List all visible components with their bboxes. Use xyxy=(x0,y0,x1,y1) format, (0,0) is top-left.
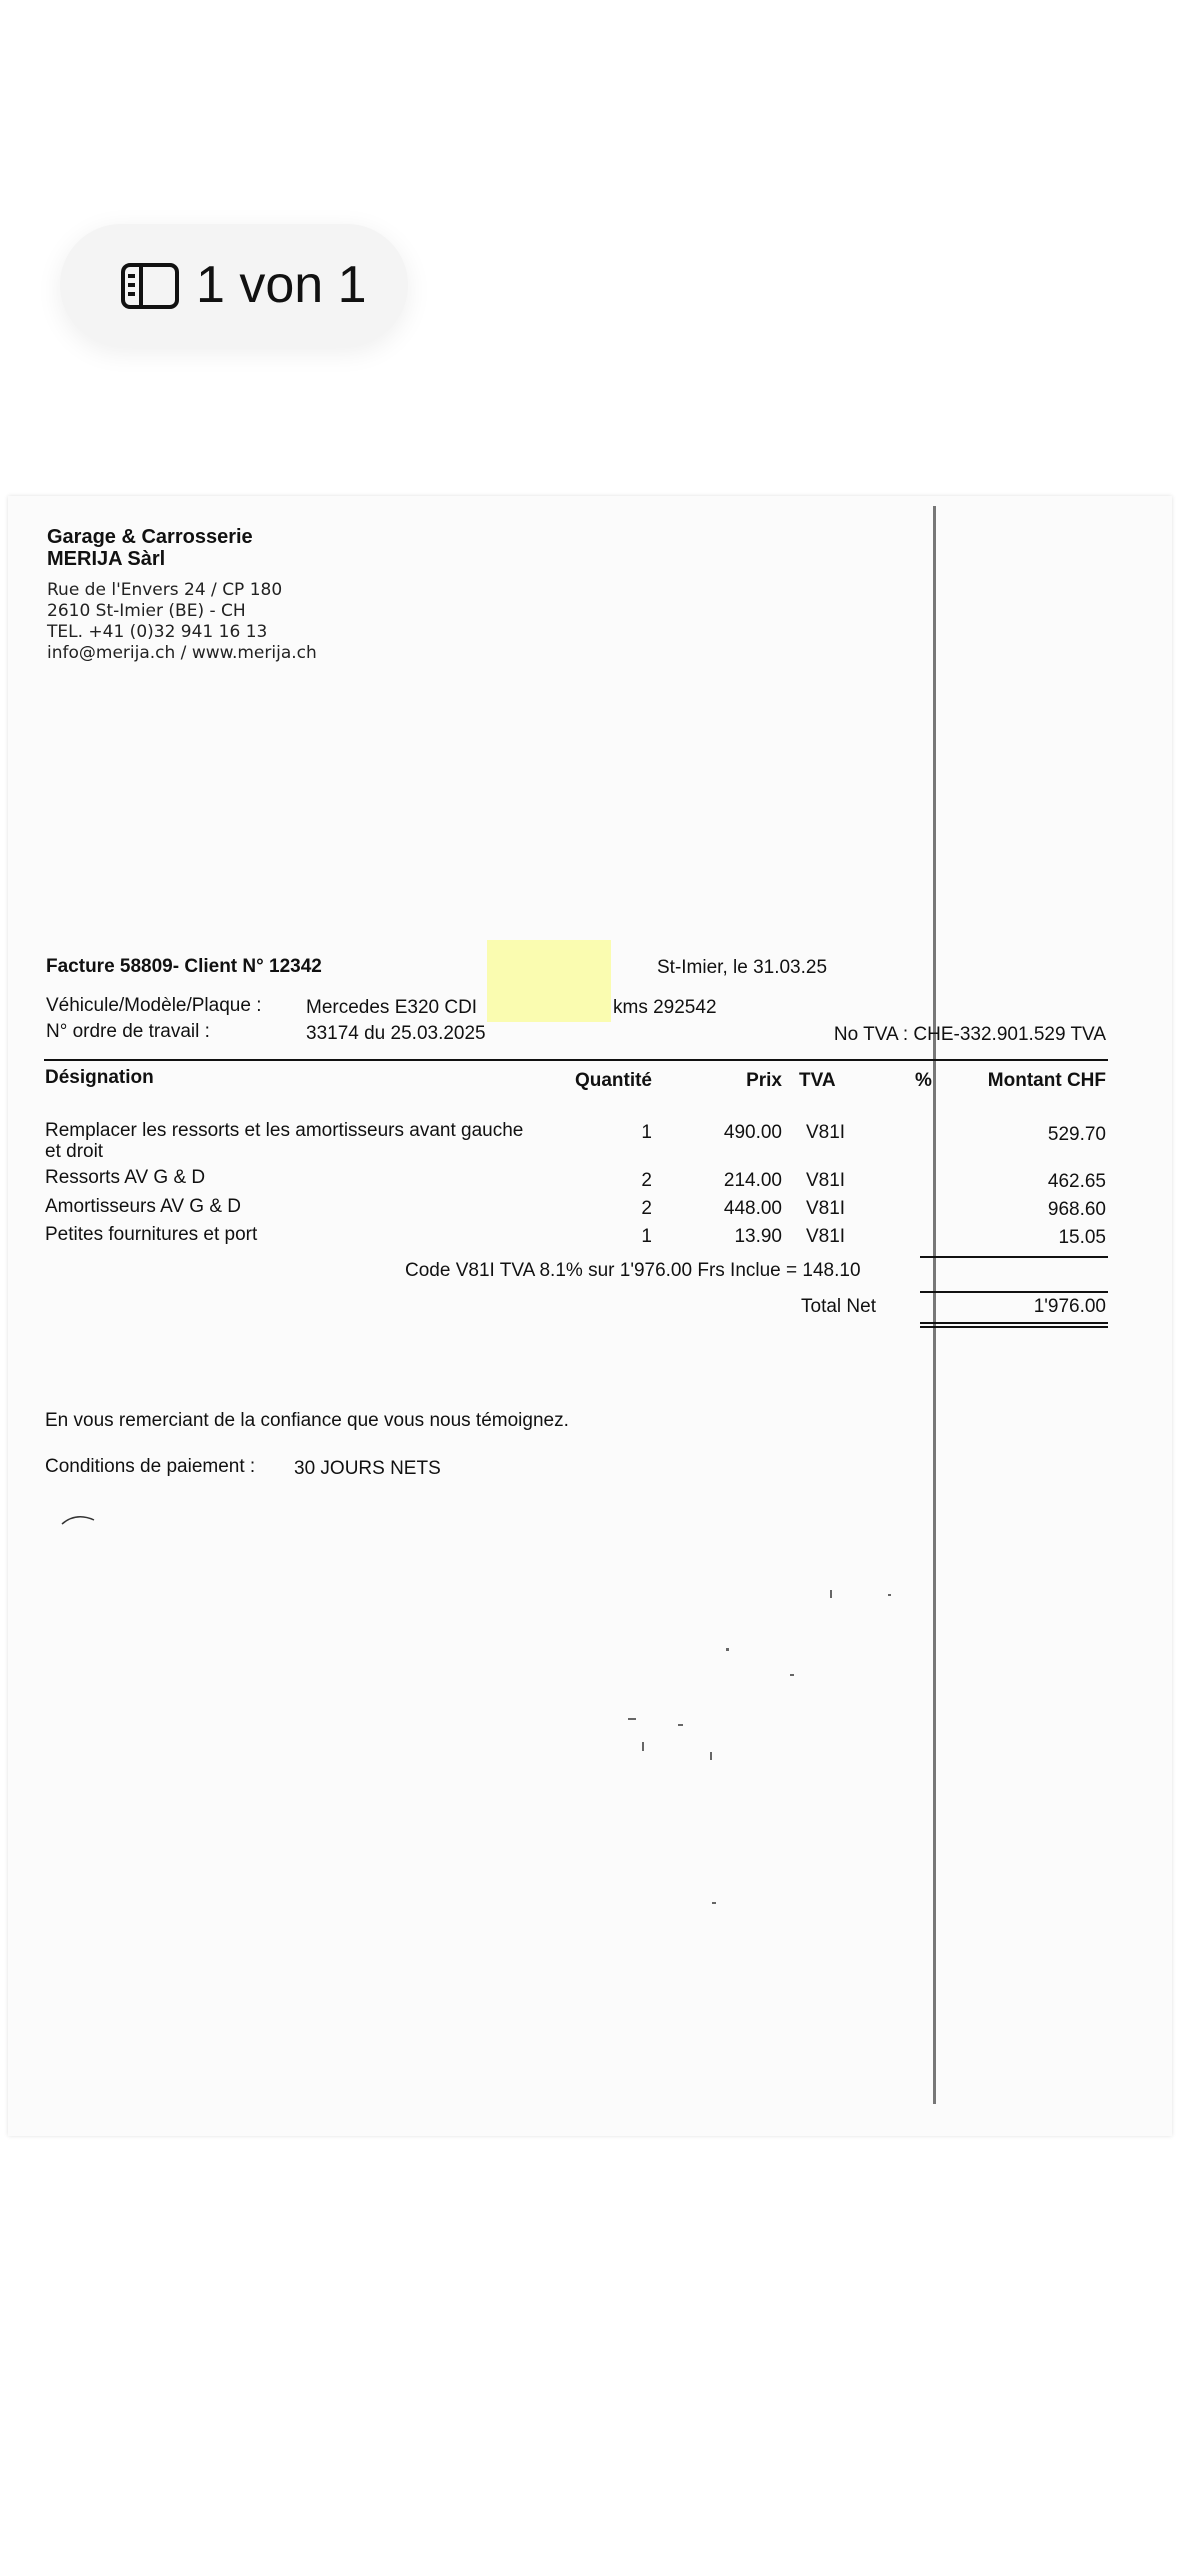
row-1-quantity: 1 xyxy=(641,1122,652,1143)
invoice-title: Facture 58809- Client N° 12342 xyxy=(46,956,322,977)
sidebar-pages-icon xyxy=(120,262,180,310)
row-2-vat: V81I xyxy=(806,1170,846,1191)
thanks-text: En vous remerciant de la confiance que vous nous témoignez. xyxy=(45,1410,569,1431)
redacted-plate-highlight xyxy=(487,940,611,1022)
row-4-designation: Petites fournitures et port xyxy=(45,1224,258,1245)
vehicle-kms: kms 292542 xyxy=(613,997,717,1018)
row-4-price: 13.90 xyxy=(734,1226,782,1247)
row-3-amount: 968.60 xyxy=(1047,1199,1106,1220)
row-3-vat: V81I xyxy=(806,1198,846,1219)
total-double-rule-2 xyxy=(920,1326,1108,1328)
scan-speck xyxy=(628,1718,636,1720)
scan-speck xyxy=(726,1648,729,1651)
header-designation: Désignation xyxy=(45,1067,154,1088)
row-3-designation: Amortisseurs AV G & D xyxy=(45,1196,242,1217)
company-name-line2: MERIJA Sàrl xyxy=(47,548,166,570)
row-2-designation: Ressorts AV G & D xyxy=(45,1167,206,1188)
payment-label: Conditions de paiement : xyxy=(45,1456,256,1477)
payment-value: 30 JOURS NETS xyxy=(294,1458,441,1479)
row-3-quantity: 2 xyxy=(641,1198,652,1219)
order-value: 33174 du 25.03.2025 xyxy=(306,1023,486,1044)
company-phone: TEL. +41 (0)32 941 16 13 xyxy=(47,622,268,642)
total-label: Total Net xyxy=(801,1296,876,1317)
scan-speck xyxy=(710,1752,712,1760)
scan-speck xyxy=(642,1742,644,1751)
order-label: N° ordre de travail : xyxy=(46,1021,210,1042)
fold-line xyxy=(933,506,936,2104)
vat-number: No TVA : CHE-332.901.529 TVA xyxy=(833,1024,1106,1045)
table-top-rule xyxy=(44,1059,1108,1061)
header-percent: % xyxy=(915,1070,932,1091)
company-address-line1: Rue de l'Envers 24 / CP 180 xyxy=(47,580,283,600)
scan-speck xyxy=(678,1724,683,1726)
row-1-vat: V81I xyxy=(806,1122,846,1143)
total-double-rule-1 xyxy=(920,1322,1108,1324)
subtotal-rule xyxy=(920,1256,1108,1258)
row-2-amount: 462.65 xyxy=(1047,1171,1106,1192)
page-indicator[interactable] xyxy=(60,224,408,346)
scan-speck xyxy=(790,1674,794,1676)
vehicle-label: Véhicule/Modèle/Plaque : xyxy=(46,995,262,1016)
row-4-vat: V81I xyxy=(806,1226,846,1247)
document-page[interactable] xyxy=(8,496,1172,2136)
total-value: 1'976.00 xyxy=(1033,1296,1106,1317)
row-3-price: 448.00 xyxy=(723,1198,782,1219)
total-top-rule xyxy=(920,1291,1108,1293)
company-address-line2: 2610 St-Imier (BE) - CH xyxy=(47,601,246,621)
row-2-quantity: 2 xyxy=(641,1170,652,1191)
row-1-designation: Remplacer les ressorts et les amortisseurs avant gauche xyxy=(45,1120,524,1141)
header-quantity: Quantité xyxy=(574,1070,652,1091)
header-price: Prix xyxy=(746,1070,782,1091)
vehicle-value: Mercedes E320 CDI xyxy=(306,997,478,1018)
company-name-line1: Garage & Carrosserie xyxy=(47,526,253,548)
vat-summary: Code V81I TVA 8.1% sur 1'976.00 Frs Inclue = 148.10 xyxy=(405,1260,861,1281)
row-4-quantity: 1 xyxy=(641,1226,652,1247)
scan-speck xyxy=(888,1594,891,1596)
header-amount: Montant CHF xyxy=(987,1070,1106,1091)
scan-mark xyxy=(60,1512,100,1526)
header-vat: TVA xyxy=(799,1070,836,1091)
invoice-place-date: St-Imier, le 31.03.25 xyxy=(657,957,828,978)
row-1-amount: 529.70 xyxy=(1047,1124,1106,1145)
company-email-web: info@merija.ch / www.merija.ch xyxy=(47,643,317,663)
row-2-price: 214.00 xyxy=(723,1170,782,1191)
scan-speck xyxy=(712,1902,716,1904)
row-1-price: 490.00 xyxy=(723,1122,782,1143)
row-4-amount: 15.05 xyxy=(1058,1227,1106,1248)
row-1-designation-cont: et droit xyxy=(45,1141,104,1162)
page-indicator-label: 1 von 1 xyxy=(196,256,367,314)
scan-speck xyxy=(830,1590,832,1598)
